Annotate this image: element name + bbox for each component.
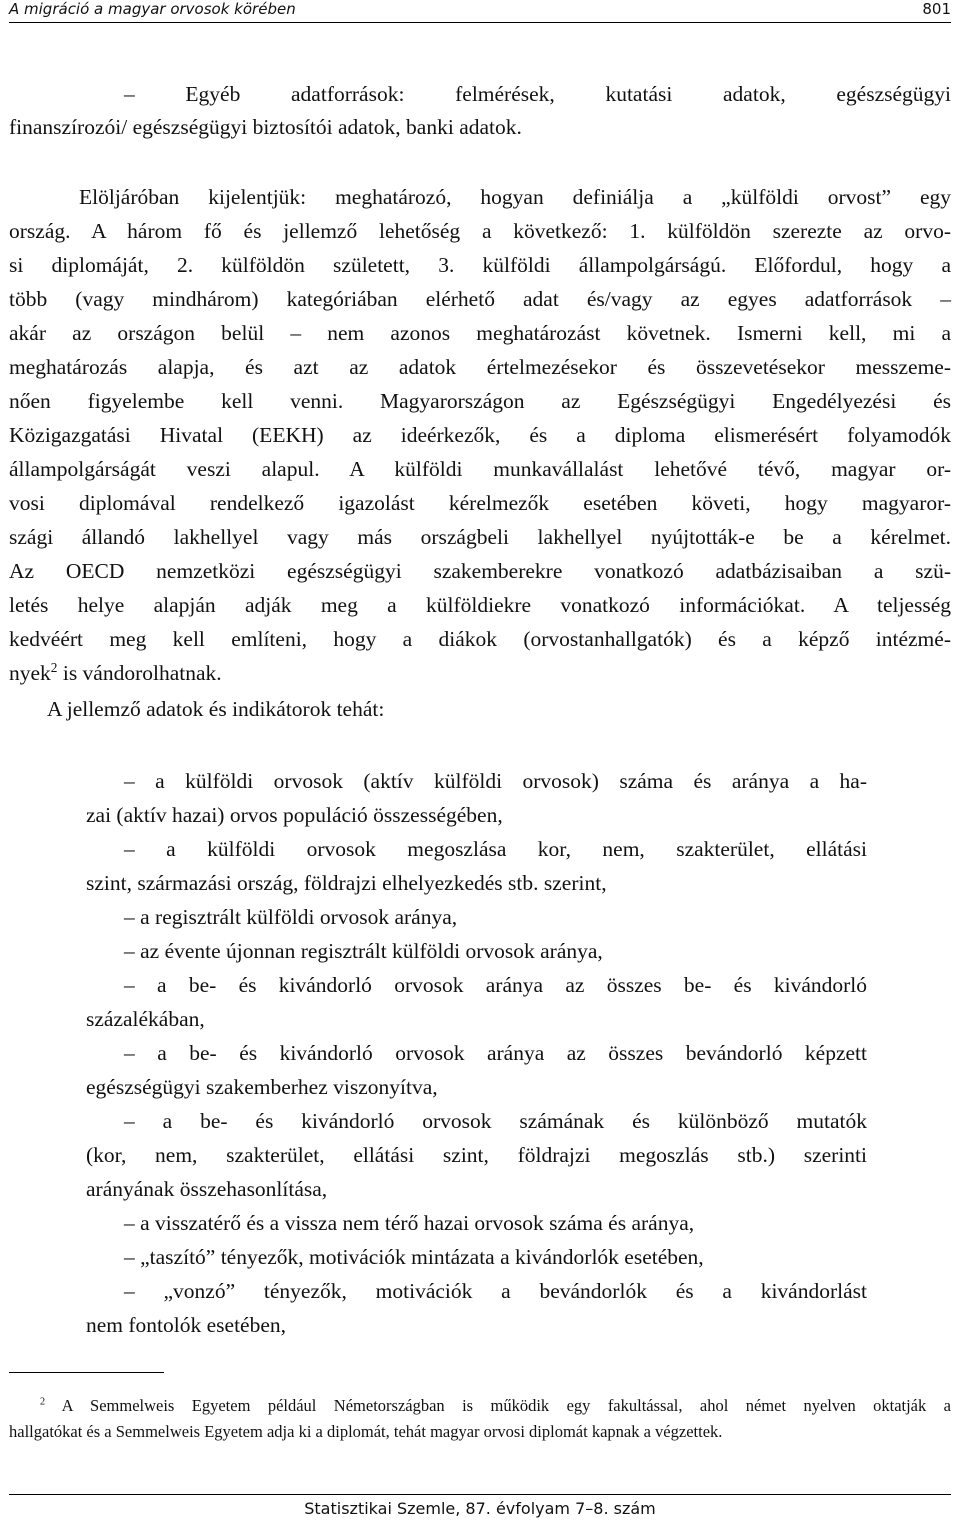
list-item-line: zai (aktív hazai) orvos populáció összességében, (86, 803, 503, 827)
footnote-marker: 2 (40, 1396, 46, 1408)
list-item-line: – a külföldi orvosok megoszlása kor, nem, szakterület, ellátási (124, 837, 867, 861)
paragraph-line: ország. A három fő és jellemző lehetőség a következő: 1. külföldön szerezte az orvo- (9, 219, 951, 243)
list-item-line: arányának összehasonlítása, (86, 1177, 328, 1201)
paragraph-line: Az OECD nemzetközi egészségügyi szakemberekre vonatkozó adatbázisaiban a szü- (9, 559, 951, 583)
list-item-line: – „taszító” tényezők, motivációk mintázata a kivándorlók esetében, (124, 1245, 704, 1269)
paragraph-line: nően figyelembe kell venni. Magyarországon az Egészségügyi Engedélyezési és (9, 389, 951, 413)
paragraph-last-line: nyek$^2$ is vándorolhatnak. (9, 659, 222, 685)
list-item-line: egészségügyi szakemberhez viszonyítva, (86, 1075, 438, 1099)
paragraph-line: si diplomáját, 2. külföldön született, 3. külföldi állampolgárságú. Előfordul, hogy a (9, 253, 951, 277)
list-item-line: százalékában, (86, 1007, 205, 1031)
paragraph-line: több (vagy mindhárom) kategóriában elérhető adat és/vagy az egyes adatforrások – (9, 287, 951, 311)
intro-item-line: – Egyéb adatforrások: felmérések, kutatási adatok, egészségügyi (124, 82, 951, 106)
paragraph-line: vosi diplomával rendelkező igazolást kérelmezők esetében követi, hogy magyaror- (9, 491, 951, 515)
paragraph-line: kedvéért meg kell említeni, hogy a diákok (orvostanhallgatók) és a képző intézmé- (9, 627, 951, 651)
list-item-line: szint, származási ország, földrajzi elhelyezkedés stb. szerint, (86, 871, 607, 895)
paragraph-line: állampolgárságát veszi alapul. A külföldi munkavállalást lehetővé tévő, magyar or- (9, 457, 951, 481)
footnote-line: hallgatókat és a Semmelweis Egyetem adja ki a diplomát, tehát magyar orvosi diplomát kapnak a végzettek. (9, 1422, 723, 1441)
paragraph-line: meghatározás alapja, és azt az adatok értelmezésekor és összevetésekor messzeme- (9, 355, 951, 379)
intro-item-line: finanszírozói/ egészségügyi biztosítói adatok, banki adatok. (9, 115, 522, 139)
list-item-line: – a külföldi orvosok (aktív külföldi orvosok) száma és aránya a ha- (124, 769, 867, 793)
paragraph-line: szági állandó lakhellyel vagy más országbeli lakhellyel nyújtották-e be a kérelmet. (9, 525, 951, 549)
list-item-line: – a be- és kivándorló orvosok számának és különböző mutatók (124, 1109, 867, 1133)
list-intro: A jellemző adatok és indikátorok tehát: (47, 697, 385, 721)
list-item-line: – a be- és kivándorló orvosok aránya az összes be- és kivándorló (124, 973, 867, 997)
footnote-ref: 2 (50, 659, 58, 675)
running-footer: Statisztikai Szemle, 87. évfolyam 7–8. szám (9, 1494, 951, 1522)
list-item-line: – az évente újonnan regisztrált külföldi orvosok aránya, (124, 939, 603, 963)
paragraph-line: letés helye alapján adják meg a külföldiekre vonatkozó információkat. A teljesség (9, 593, 951, 617)
footnote-line: $^2$ A Semmelweis Egyetem például Németországban is működik egy fakultással, ahol német nyelven oktatják a (40, 1396, 951, 1415)
list-item-line: nem fontolók esetében, (86, 1313, 287, 1337)
list-item-line: (kor, nem, szakterület, ellátási szint, földrajzi megoszlás stb.) szerinti (86, 1143, 867, 1167)
list-item-line: – a visszatérő és a vissza nem térő hazai orvosok száma és aránya, (124, 1211, 695, 1235)
list-item-line: – a be- és kivándorló orvosok aránya az összes bevándorló képzett (124, 1041, 867, 1065)
paragraph-line: akár az országon belül – nem azonos meghatározást követnek. Ismerni kell, mi a (9, 321, 951, 345)
list-item-line: – „vonzó” tényezők, motivációk a bevándorlók és a kivándorlást (124, 1279, 867, 1303)
page-number: 801 (922, 0, 951, 18)
list-item-line: – a regisztrált külföldi orvosok aránya, (124, 905, 458, 929)
running-header (9, 0, 951, 23)
footnote-divider (9, 1372, 164, 1373)
paragraph-line: Közigazgatási Hivatal (EEKH) az ideérkezők, és a diploma elismerésért folyamodók (9, 423, 951, 447)
paragraph-line: Elöljáróban kijelentjük: meghatározó, hogyan definiálja a „külföldi orvost” egy (79, 185, 951, 209)
running-header-title: A migráció a magyar orvosok körében (9, 0, 296, 18)
